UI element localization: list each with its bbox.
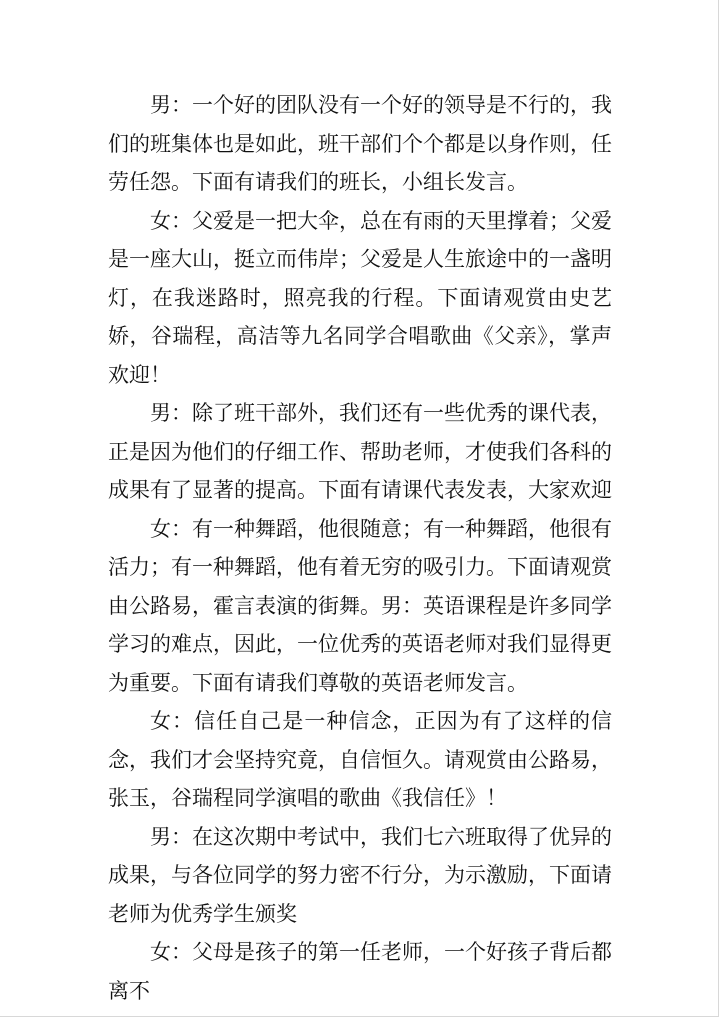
paragraph-2: 女：父爱是一把大伞，总在有雨的天里撑着；父爱是一座大山，挺立而伟岸；父爱是人生旅途中的一盏明灯，在我迷路时，照亮我的行程。下面请观赏由史艺娇，谷瑞程，高洁等九名同学合唱歌曲《父亲》，掌声欢迎！ — [108, 208, 612, 387]
document-body — [108, 86, 612, 1010]
paragraph-6: 男：在这次期中考试中，我们七六班取得了优异的成果，与各位同学的努力密不行分，为示激励，下面请老师为优秀学生颁奖 — [108, 824, 612, 926]
paragraph-5: 女：信任自己是一种信念，正因为有了这样的信念，我们才会坚持究竟，自信恒久。请观赏由公路易，张玉，谷瑞程同学演唱的歌曲《我信任》！ — [108, 709, 612, 810]
paragraph-7: 女：父母是孩子的第一任老师，一个好孩子背后都离不 — [108, 940, 612, 1003]
paragraph-3: 男：除了班干部外，我们还有一些优秀的课代表，正是因为他们的仔细工作、帮助老师，才使我们各科的成果有了显著的提高。下面有请课代表发表，大家欢迎 — [108, 401, 612, 502]
paragraph-4: 女：有一种舞蹈，他很随意；有一种舞蹈，他很有活力；有一种舞蹈，他有着无穷的吸引力。下面请观赏由公路易，霍言表演的街舞。男：英语课程是许多同学学习的难点，因此，一位优秀的英语老师对我们显得更为重要。下面有请我们尊敬的英语老师发言。 — [108, 516, 612, 695]
paragraph-1: 男：一个好的团队没有一个好的领导是不行的，我们的班集体也是如此，班干部们个个都是以身作则，任劳任怨。下面有请我们的班长，小组长发言。 — [108, 93, 612, 194]
